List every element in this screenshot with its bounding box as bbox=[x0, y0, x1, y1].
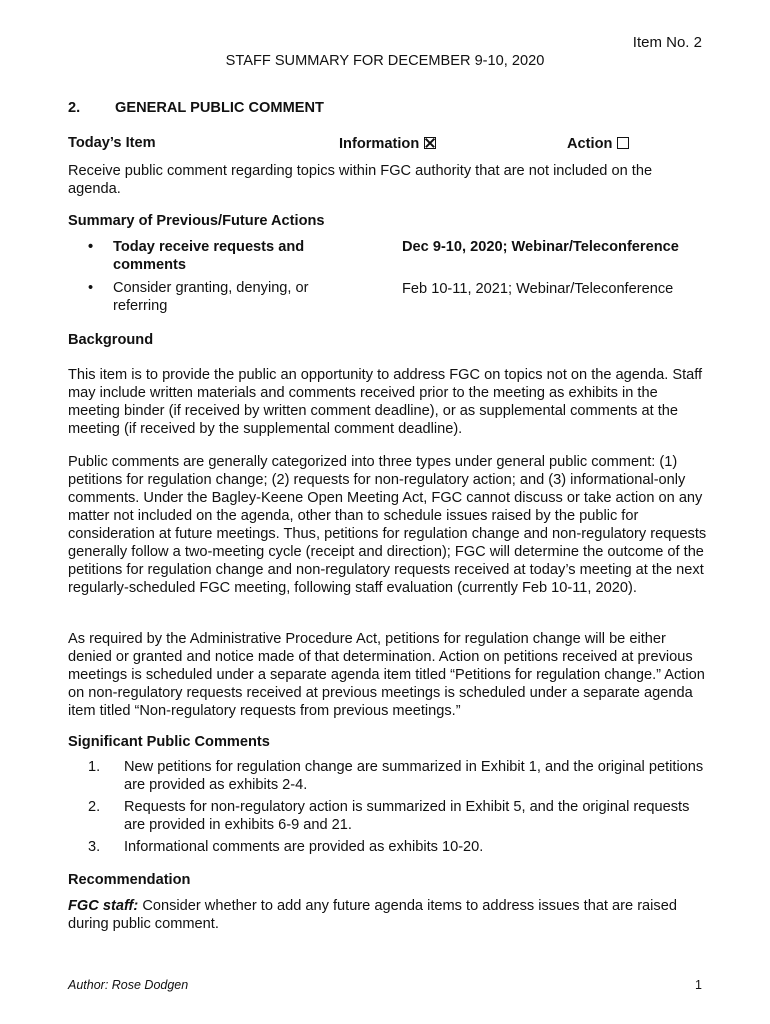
significant-comments-heading: Significant Public Comments bbox=[68, 734, 270, 750]
action-date: Dec 9-10, 2020; Webinar/Teleconference bbox=[402, 239, 679, 255]
background-paragraph: As required by the Administrative Procedure Act, petitions for regulation change will be either denied or granted and notice made of that determination. Action on petitions received at previous meetings is scheduled under a separate agenda item titled “Petitions for regulation change.” Action on non-regulatory requests received at previous meetings is scheduled under a separate agenda item titled “Non-regulatory requests from previous meetings.” bbox=[68, 631, 705, 719]
background-heading: Background bbox=[68, 332, 154, 348]
list-item: 3. Informational comments are provided as exhibits 10-20. bbox=[88, 839, 484, 855]
page-number: 1 bbox=[695, 978, 702, 992]
background-paragraph: This item is to provide the public an opportunity to address FGC on topics not on the agenda. Staff may include written materials and comments received prior to the meeting as exhibits in the meeting binder (if received by written comment deadline), or as supplemental comments at the meeting (if received by the supplemental comment deadline). bbox=[68, 367, 703, 437]
item-number: Item No. 2 bbox=[632, 34, 702, 51]
recommendation-text: FGC staff: Consider whether to add any future agenda items to address issues that are raised during public comment. bbox=[68, 898, 677, 932]
action-checkbox-icon bbox=[617, 137, 629, 149]
summary-title: STAFF SUMMARY FOR DECEMBER 9-10, 2020 bbox=[225, 53, 545, 69]
information-option bbox=[339, 136, 436, 152]
section-title: GENERAL PUBLIC COMMENT bbox=[115, 100, 324, 116]
action-option bbox=[567, 136, 629, 152]
action-date: Feb 10-11, 2021; Webinar/Teleconference bbox=[402, 281, 674, 297]
item-description: Receive public comment regarding topics within FGC authority that are not included on the agenda. bbox=[68, 163, 653, 197]
list-item: • Today receive requests and comments bbox=[88, 238, 338, 274]
background-paragraph: Public comments are generally categorized into three types under general public comment: (1) petitions for regulation change; (2) requests for non-regulatory action; and (3) informational-only comments. Under the Bagley-Keene Open Meeting Act, FGC cannot discuss or take action on any matter not included on the agenda, other than to schedule issues raised by the public for consideration at future meetings. Thus, petitions for regulation change and non-regulatory requests generally follow a two-meeting cycle (receipt and direction); FGC will determine the outcome of the petitions for regulation change and non-regulatory requests received at today’s meeting at the next regularly-scheduled FGC meeting, following staff evaluation (currently Feb 10-11, 2020). bbox=[68, 454, 707, 596]
todays-item-label: Today’s Item bbox=[68, 135, 156, 151]
action-label: Action bbox=[567, 136, 613, 152]
list-item: • Consider granting, denying, or referring bbox=[88, 279, 338, 315]
significant-comments-list bbox=[88, 758, 708, 860]
summary-actions-heading: Summary of Previous/Future Actions bbox=[68, 213, 325, 229]
footer-author: Author: Rose Dodgen bbox=[68, 978, 189, 992]
list-item: 1. New petitions for regulation change are summarized in Exhibit 1, and the original petitions are provided as exhibits 2-4. bbox=[88, 759, 704, 793]
information-label: Information bbox=[339, 136, 420, 152]
information-checkbox-icon bbox=[424, 137, 436, 149]
recommendation-heading: Recommendation bbox=[68, 872, 191, 888]
section-number: 2. bbox=[68, 100, 81, 116]
summary-actions-list bbox=[88, 238, 338, 320]
list-item: 2. Requests for non-regulatory action is summarized in Exhibit 5, and the original requests are provided in exhibits 6-9 and 21. bbox=[88, 799, 690, 833]
